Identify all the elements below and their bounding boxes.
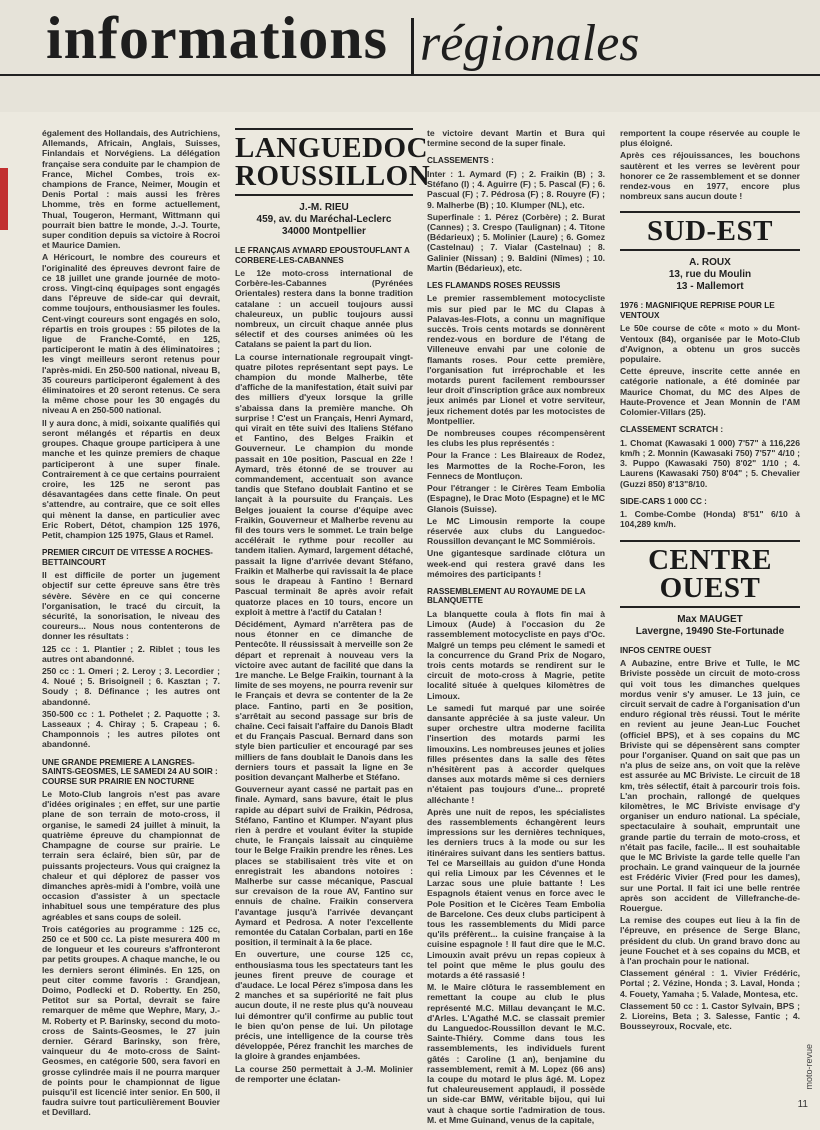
region-banner-centre-ouest: [620, 540, 800, 608]
author-name: Max MAUGET: [677, 613, 743, 625]
paragraph: Le Moto-Club langrois n'est pas avare d'idées originales ; en effet, sur une partie plane de son terrain de moto-cross, il organise, le samedi 24 juillet à minuit, la quatrième épreuve du championnat de Champagne de course sur prairie. Le terrain sera éclairé, bien sûr, par de puissants projecteurs. Vous qui craignez la chaleur et qui déplorez de passer vos dimanches après-midi à l'ombre, voilà une occasion d'assister à un spectacle inhabituel sous une température des plus agréables et sans coups de soleil.: [42, 789, 220, 922]
column-1: [42, 128, 220, 1118]
correspondent-block: [235, 202, 413, 238]
page-header: [0, 0, 820, 112]
section-heading: LE FRANÇAIS AYMARD EPOUSTOUFLANT A CORBERE-LES-CABANNES: [235, 246, 410, 265]
paragraph: Le 12e moto-cross international de Corbère-les-Cabannes (Pyrénées Orientales) restera dans la bonne tradition catalane : un accueil toujours aussi chaleureux, un public toujours aussi nombreux, un circuit chaque année plus sélectif et des courses animées où les Catalans se paient la part du lion.: [235, 268, 413, 350]
region-title: SUD-EST: [647, 215, 773, 248]
paragraph: La course internationale regroupait vingt-quatre pilotes représentant sept pays. Le champion du monde Malherbe, tête d'affiche de la manifestation, était suivi par des milliers d'yeux lorsque la grille s'abaissa dans la première manche. Oh surprise ! C'est un Français, Henri Aymard, qui virait en tête suivi des Italiens Stéfano et Fantino, des Belges Fraikin et Gouverneur. Le champion du monde passait en 10e position, Pascual en 22e ! Aymard, très étonné de se trouver au commandement, accentuait son avance tandis que Stefano doublait Fantino et se lançait à la poursuite du Français. Les Belges jouaient la course d'équipe avec Fraikin, Gouverneur et Malherbe revenu au fil des tours vers le sommet. Le train belge accélérait le rythme pour recoller au tandem italien. Aymard, largement détaché, passait la ligne d'arrivée devant Stéfano, Fraikin et Malherbe qui ravissait la 4e place sous le drapeau à Fantino ! Bernard Pascual terminait 8e après avoir refait quatorze places en 10 tours, encore un exploit à mettre à l'actif du Catalan !: [235, 351, 413, 617]
author-name: J.-M. RIEU: [299, 202, 349, 213]
paragraph: 250 cc : 1. Omeri ; 2. Leroy ; 3. Lecordier ; 4. Noué ; 5. Brisoigneil ; 6. Kasztan ; 7. Soudy ; 8. Définance ; les autres ont abandonné.: [42, 665, 220, 707]
paragraph: Après ces réjouissances, les bouchons sautèrent et les verres se levèrent pour honorer ce 2e rassemblement et se donner rendez-vous en 1977, encore plus nombreux sans aucun doute !: [620, 150, 800, 202]
author-city: 34000 Montpellier: [282, 226, 366, 237]
correspondent-block: [620, 257, 800, 293]
paragraph: 1. Chomat (Kawasaki 1 000) 7'57" à 116,226 km/h ; 2. Monnin (Kawasaki 750) 7'57" 4/10 ; 3. Puppo (Kawasaki 750) 8'02" 1/10 ; 4. Laurens (Kawasaki 750) 8'04" ; 5. Chevalier (Guzzi 850) 8'13"8/10.: [620, 437, 800, 489]
paragraph: Cette épreuve, inscrite cette année en catégorie nationale, a été dominée par Maurice Chomat, du MC des Alpes de Haute-Provence et Jean Monnin de l'AM Colomier-Villars (25).: [620, 366, 800, 418]
section-heading: SIDE-CARS 1 000 CC :: [620, 496, 707, 506]
paragraph: La course 250 permettait à J.-M. Molinier de remporter une éclatan-: [235, 1063, 413, 1084]
author-name: A. ROUX: [689, 257, 731, 269]
paragraph: Classement général : 1. Vivier Frédéric, Portal ; 2. Vézine, Honda ; 3. Laval, Honda ; 4. Fouety, Yamaha ; 5. Valade, Montesa, etc.: [620, 968, 800, 999]
paragraph: Pour l'étranger : le Cirères Team Embolia (Espagne), le Drac Moto (Espagne) et le MC Glanois (Suisse).: [427, 483, 605, 514]
paragraph: Il est difficile de porter un jugement objectif sur cette épreuve sans être très sévère. Sévère en ce qui concerne l'organisation, le tracé du circuit, la sécurité, la sonorisation, le niveau des coureurs... Nous nous contenterons de donner les résultats :: [42, 570, 220, 642]
region-title: LANGUEDOC ROUSSILLON: [235, 132, 431, 192]
paragraph: 1. Combe-Combe (Honda) 8'51" 6/10 à 104,289 km/h.: [620, 509, 800, 530]
edge-marker: [0, 168, 8, 230]
paragraph: Trois catégories au programme : 125 cc, 250 ce et 500 cc. La piste mesurera 400 m de longueur et les coureurs s'affronteront par petits groupes. A chaque manche, le ou les derniers seront éliminés. En 125, on peut citer comme favoris : Grandjean, Doimo, Podlecki et D. Robertty. En 250, Petitot sur sa Portal, devrait se faire remarquer de même que Wephre, Mary, J.-M. Roberty et P. Barinsky, second du moto-cross de Saints-Geosmes, le 27 juin dernier. Gérard Barinsky, son frère, vainqueur du 4e moto-cross de Saint-Geosmes, en catégorie 500, sera favori en grosse cylindrée mais il ne pourra marquer de points pour le championnat de ligue puisqu'il est licencié inter senior. En 500, il faudra suivre tout particulièrement Bouvier et Devillard.: [42, 923, 220, 1118]
paragraph: Inter : 1. Aymard (F) ; 2. Fraikin (B) ; 3. Stéfano (I) ; 4. Aguirre (F) ; 5. Pascal (F) ; 6. Pascual (F) ; 7. Pédrosa (F) ; 8. Rouyre (F) ; 9. Malherbe (B) ; 10. Klumper (NL), etc.: [427, 168, 605, 210]
paragraph: Le premier rassemblement motocycliste mis sur pied par le MC du Clapas à Palavas-les-Flots, a connu un magnifique succès. Trois cents motards se donnèrent rendez-vous en bordure de l'étang de Villeneuve envahi par une colonie de flamants roses. Pour cette première, l'organisation fut irréprochable et les motards purent facilement remboursser leur droit d'inscription grâce aux nombreux jeux animés par Lionel et votre serviteur, jeux richement dotés par les motocistes de Montpellier.: [427, 293, 605, 426]
header-rule: [0, 74, 820, 76]
section-heading: INFOS CENTRE OUEST: [620, 645, 712, 655]
paragraph: Pour la France : Les Blaireaux de Rodez, les Marmottes de la Roche-Foron, les Fennecs de Montluçon.: [427, 450, 605, 481]
paragraph: M. le Maire clôtura le rassemblement en remettant la coupe au club le plus représenté M.C. Millau devançant le M.C. d'Arles. L'Agathé M.C. se classait premier du Languedoc-Roussillon devant le M.C. Sainte-Thiéry. Comme dans tous les rassemblements, les individuels furent gâtés : Caroline (1 an), benjamine du rassemblement, remit à M. Lopez (66 ans) la coupe du motard le plus âgé. M. Lopez fut chaleureusement applaudi, il possède un side-car BMW, véritable bijou, qui lui vaut à chaque sortie l'admiration de tous. M. et Mme Guinand, venus de la capitale,: [427, 982, 605, 1125]
paragraph: Le samedi fut marqué par une soirée dansante appréciée à sa juste valeur. Un super orchestre ultra moderne facilita l'insertion des motards parmi les limouxins. Les nombreuses jeunes et jolies filles présentes dans la salle des fêtes n'hésitèrent pas à accorder quelques danses aux motards même si ces derniers n'étaient pas toujours d'une... propreté alléchante !: [427, 702, 605, 805]
region-banner-sud-est: [620, 211, 800, 251]
section-heading: PREMIER CIRCUIT DE VITESSE A ROCHES-BETTAINCOURT: [42, 548, 213, 567]
section-heading: RASSEMBLEMENT AU ROYAUME DE LA BLANQUETTE: [427, 586, 586, 606]
paragraph: La remise des coupes eut lieu à la fin de l'épreuve, en présence de Serge Blanc, président du club. Un grand bravo donc au jeune Fouchet et à ses copains du MCB, et à l'an prochain pour le national.: [620, 915, 800, 967]
paragraph: Le MC Limousin remporte la coupe réservée aux clubs du Languedoc-Roussillon devançant le MC Sommiérois.: [427, 515, 605, 547]
paragraph: En ouverture, une course 125 cc, enthousiasma tous les spectateurs tant les jeunes firent preuve de courage et d'audace. Le local Pérez s'imposa dans les 2 manches et sa supériorité ne fait plus aucun doute, il ne reste plus qu'à nouveau lui démontrer qu'il confirme au public tout le bien qu'on pense de lui. Un pilotage précis, une intelligence de la course très développée, Pérez franchit les marches de la gloire à grandes enjambées.: [235, 949, 413, 1062]
page-number: 11: [797, 1099, 808, 1110]
author-address: 459, av. du Maréchal-Leclerc: [256, 214, 392, 225]
correspondent-block: [620, 614, 800, 638]
paragraph: Classement 50 cc : 1. Castor Sylvain, BPS ; 2. Lioreins, Beta ; 3. Salesse, Fantic ; 4. Bousseyroux, Rocvale, etc.: [620, 1000, 800, 1032]
region-title: CENTRE OUEST: [648, 543, 772, 604]
paragraph: te victoire devant Martin et Bura qui termine second de la super finale.: [427, 128, 605, 149]
paragraph: A Aubazine, entre Brive et Tulle, le MC Briviste possède un circuit de moto-cross qui voit tous les dimanches quelques mordus venir s'y amuser. Le 13 juin, ce circuit servait de cadre à l'organisation d'un enduro régional très réussi. Tout le mérite en revient au jeune Jean-Luc Fouchet (officiel BPS), et à ses copains du MC Briviste qui se dépensèrent sans compter pour l'organiser. Quand on sait que pas un n'a plus de seize ans, on voit que la relève est assurée au MC Briviste. Le circuit de 18 km, très sélectif, était à parcourir trois fois. L'an prochain, rallongé de quelques kilomètres, le MC Briviste envisage d'y organiser un enduro national. La spéciale, spectaculaire à souhait, empruntait une grande partie du terrain de moto-cross, et n'était pas facile, facile... Il est souhaitable que le MC Briviste la garde telle quelle l'an prochain. Le grand vainqueur de la journée est Frédéric Vivier (Fred pour les dames), sur une Portal. Il fait ici une belle rentrée après son accident de Villefranche-de-Rouergue.: [620, 658, 800, 914]
paragraph: La blanquette coula à flots fin mai à Limoux (Aude) à l'occasion du 2e rassemblement motocycliste en pays d'Oc. Malgré un temps peu clément le samedi et la concurrence du Grand Prix de Nogaro, trois cents motards se rendirent sur le circuit de moto-cross à Magrie, petite localité située à quelques kilomètres de Limoux.: [427, 608, 605, 701]
section-heading: CLASSEMENTS :: [427, 156, 494, 166]
paragraph: Une gigantesque sardinade clôtura un week-end qui restera gravé dans les mémoires des participants !: [427, 548, 605, 579]
magazine-name: moto-revue: [804, 1044, 814, 1090]
paragraph: De nombreuses coupes récompensèrent les clubs les plus représentés :: [427, 428, 605, 449]
section-heading: 1976 : MAGNIFIQUE REPRISE POUR LE VENTOUX: [620, 301, 775, 320]
paragraph: Le 50e course de côte « moto » du Mont-Ventoux (84), organisée par le Moto-Club d'Avignon, a obtenu un gros succès populaire.: [620, 323, 800, 365]
author-address: 13, rue du Moulin: [668, 269, 752, 281]
title-divider: [411, 18, 414, 76]
paragraph: Gouverneur ayant cassé ne partait pas en finale. Aymard, sans bavure, était le plus rapide au départ suivi de Fraikin, Pédrosa, Stéfano, Fantino et Klumper. N'ayant plus rien à perdre et voulant éviter la stupide chute, le Français laissait au cinquième tour le Belge Fraikin prendre les rênes. Les places se stabilisaient très vite et on enregistrait les abandons notoires : Malherbe sur casse mécanique, Pascual sur crevaison de la roue AV, Fantino sur ennuis de chaîne. Fraikin conservera l'avantage jusqu'à l'arrivée devançant Aymard et Pedrosa. A noter l'excellente remontée du Catalan Corbalan, parti en 16e position, il terminait à la 6e place.: [235, 784, 413, 948]
column-4: [620, 128, 800, 1088]
author-address: Lavergne, 19490 Ste-Fortunade: [635, 625, 785, 637]
paragraph: 125 cc : 1. Plantier ; 2. Riblet ; tous les autres ont abandonné.: [42, 643, 220, 664]
title-informations: informations: [46, 5, 388, 71]
column-3: [427, 128, 605, 1125]
column-2: [235, 128, 431, 1088]
paragraph: également des Hollandais, des Autrichiens, Allemands, Africain, Anglais, Suisses, Finlandais et Norvégiens. La délégation française sera conduite par le champion de France, Michel Combes, trois ex-champions de France, Neimer, Mougin et Denis Portal : mais aussi les frères Lhomme, très en forme actuellement, Thual, Tougeron, Hermant, Wittmann qui pourrait bien battre le monde, J.-J. Tourte, super condition depuis sa victoire à Rocroi et Maurice Damien.: [42, 128, 220, 251]
paragraph: Il y aura donc, à midi, soixante qualifiés qui seront mélangés et répartis en deux groupes. Chaque groupe participera à une manche et les quinze premiers de chaque participeront à une super finale. Contrairement à ce que certains pourraient croire, les 125 ne seront pas désavantagées dans cette finale. On peut s'attendre, au contraire, que ce soit elles qui mènent la danse, en particulier avec Eric Robert, Détot, champion 125 1976, Petit, champion 125 1975, Glaus et Ramel.: [42, 417, 220, 540]
title-regionales: régionales: [420, 15, 640, 72]
section-heading: UNE GRANDE PREMIERE A LANGRES-SAINTS-GEOSMES, LE SAMEDI 24 AU SOIR : COURSE SUR PRAIRIE EN NOCTURNE: [42, 757, 218, 786]
author-city: 13 - Mallemort: [676, 281, 744, 293]
region-banner-languedoc: [235, 128, 431, 196]
paragraph: A Héricourt, le nombre des coureurs et l'originalité des épreuves devront faire de ce 18 juillet une grande journée de moto-cross. Vingt-cinq équipages sont engagés dans l'épreuve de side-car qui devrait, comme toujours, enthousiasmer les foules. Cent-vingt coureurs sont engagés en solo, répartis en trois groupes : 55 pilotes de la ligue de Franche-Comté, en 125, participeront le matin à des éliminatoires ; les vingt meilleurs seront retenus pour l'après-midi. En 250-500 national, niveau B, 35 coureurs participeront également à des éliminatoires et 20 seront retenus. Ce sera la même chose pour les 30 engagés du niveau A en 250-500 national.: [42, 252, 220, 416]
paragraph: Décidément, Aymard n'arrêtera pas de nous étonner en ce dimanche de Pentecôte. Il réussissait à merveille son 2e départ et reprenait à nouveau vers la victoire avec autant de facilité que dans la 1re manche. Le Belge Fraikin, tournant à la limite de ses moyens, ne pourra revenir sur le Français et devra se contenter de la 2e place. Fantino, parti en 3e position, s'arrêtait au second passage sur bris de chaîne. Ceci faisait l'affaire du Danois Bladt et du Français Pascual. Bernard dans son style bien particulier et encouragé par ses milliers de fans doublait le Danois dans les derniers tours et passait la ligne en 3e position devançant Malherbe et Stéfano.: [235, 618, 413, 782]
section-heading: LES FLAMANDS ROSES REUSSIS: [427, 280, 561, 290]
paragraph: 350-500 cc : 1. Pothelet ; 2. Paquotte ; 3. Lasseaux ; 4. Chiray ; 5. Crapeau ; 6. Champonnois ; les autres pilotes ont abandonné.: [42, 708, 220, 750]
section-heading: CLASSEMENT SCRATCH :: [620, 425, 724, 435]
paragraph: Superfinale : 1. Pérez (Corbère) ; 2. Burat (Cannes) ; 3. Crespo (Taulignan) ; 4. Titone (Bédarieux) ; 5. Molinier (Laure) ; 6. Gomez (Castelnau) ; 7. Vialar (Castelnau) ; 8. Galinier (Nissan) ; 9. Baldini (Nîmes) ; 10. Martin (Bédarieux), etc.: [427, 211, 605, 273]
paragraph: remportent la coupe réservée au couple le plus éloigné.: [620, 128, 800, 149]
paragraph: Après une nuit de repos, les spécialistes des rassemblements échangèrent leurs impressions sur les dernières techniques, les derniers trucs à la mode ou sur les itinéraires suivant dans les sentiers battus. Tel ce Marseillais au guidon d'une Honda qui relia Limoux par les Cévennes et le Larzac sous une pluie battante ! Les Espagnols étaient venus en force avec le Pole Position et le Cicères Team Embolia de Barcelone. Ces deux clubs participent à tous les rassemblements du Midi parce qu'ils préfèrent... la cuisine française à la cuisine espagnole ! Il faut dire que le M.C. Limouxin avait prévu un repas copieux à tel point que même le plus goulu des motards a été rassasié !: [427, 806, 605, 981]
